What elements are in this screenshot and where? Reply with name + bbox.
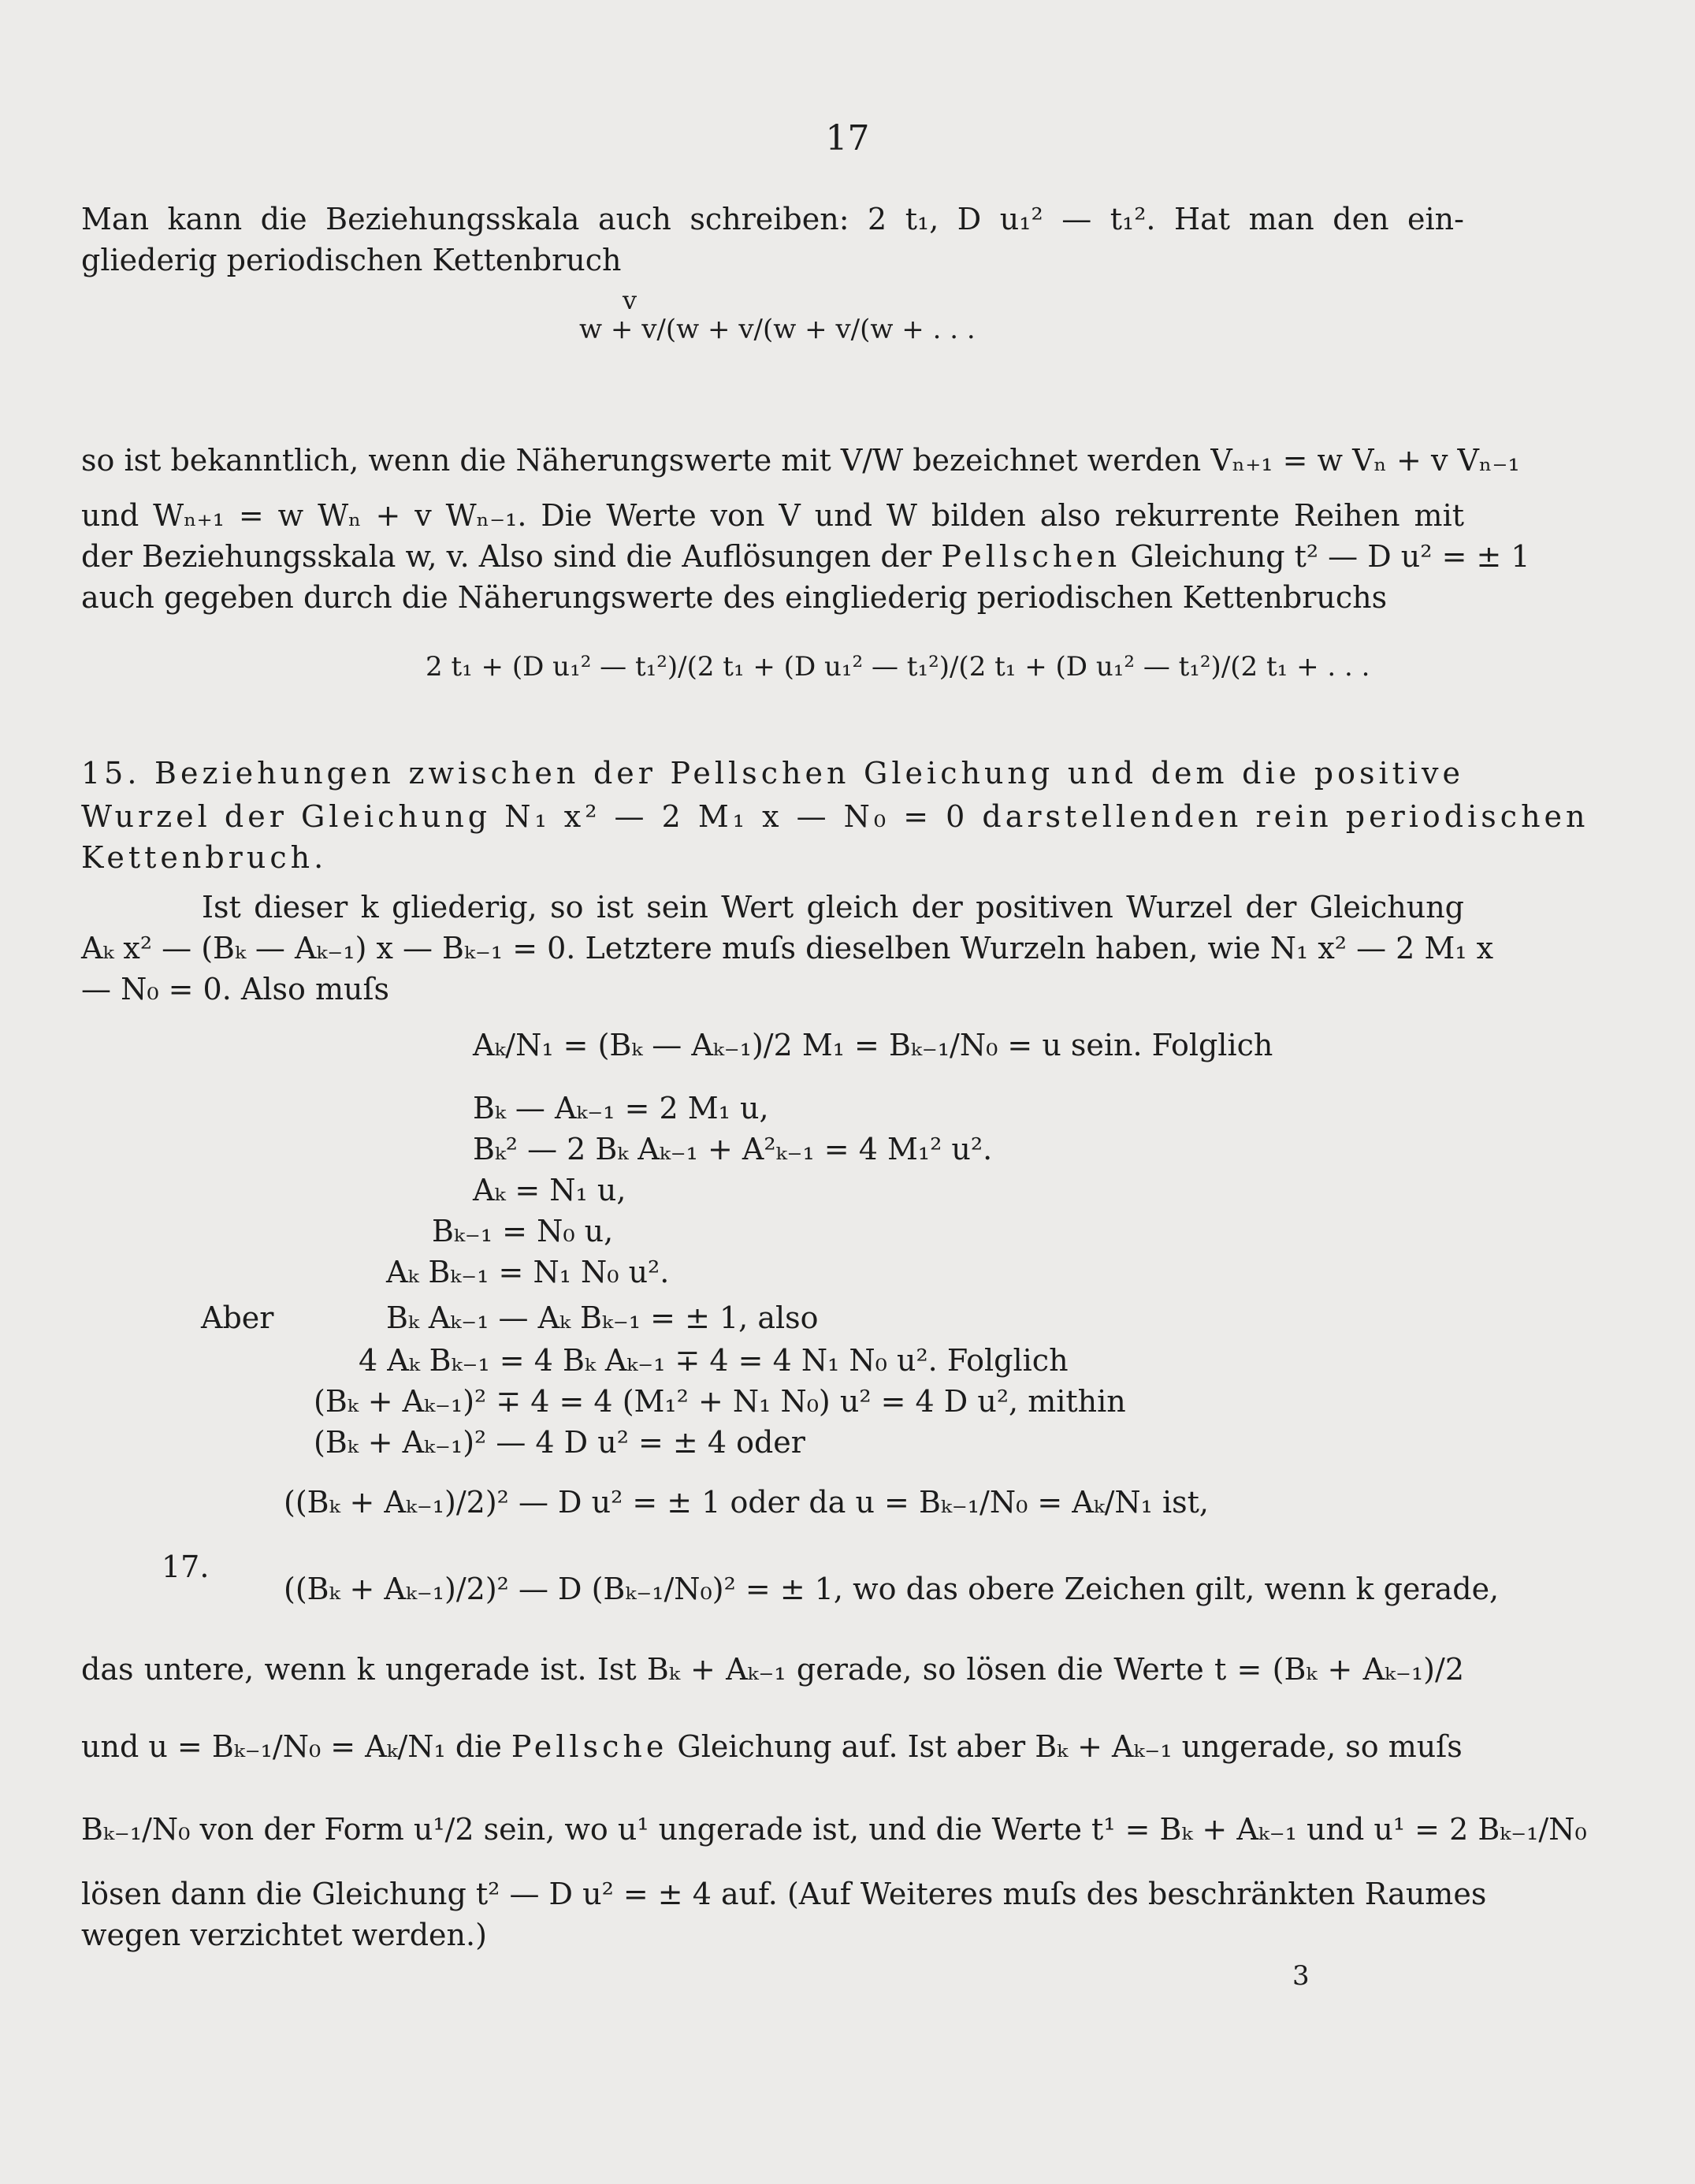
- para2-line4: auch gegeben durch die Näherungswerte des eingliederig periodischen Kettenbruchs: [81, 580, 1388, 615]
- page-number: 17: [825, 118, 870, 158]
- equation-d: Aₖ = N₁ u,: [473, 1173, 626, 1207]
- para2-line3: [81, 536, 1530, 577]
- para2-line2: und Wₙ₊₁ = w Wₙ + v Wₙ₋₁. Die Werte von V und W bilden also rekurrente Reihen mit: [81, 498, 1464, 533]
- equation-g: Bₖ Aₖ₋₁ — Aₖ Bₖ₋₁ = ± 1, also: [386, 1300, 819, 1335]
- section-15-number: 15.: [81, 756, 155, 791]
- signature-mark: 3: [1292, 1960, 1310, 1992]
- pell-name-2: Pellsche: [511, 1729, 668, 1764]
- para4-line2: [81, 1726, 1464, 1767]
- para4-line2-a: und u = Bₖ₋₁/N₀ = Aₖ/N₁ die: [81, 1729, 511, 1764]
- equation-ratios: Aₖ/N₁ = (Bₖ — Aₖ₋₁)/2 M₁ = Bₖ₋₁/N₀ = u sein. Folglich: [473, 1028, 1273, 1062]
- equation-17-number: 17.: [162, 1550, 210, 1584]
- para2-line1: so ist bekanntlich, wenn die Näherungswerte mit V/W bezeichnet werden Vₙ₊₁ = w Vₙ + v Vₙ₋₁: [81, 443, 1520, 478]
- para2-line3-c: Gleichung t² — D u² = ± 1: [1121, 539, 1530, 574]
- aber-label: Aber: [201, 1300, 274, 1335]
- equation-b: Bₖ — Aₖ₋₁ = 2 M₁ u,: [473, 1091, 769, 1125]
- equation-j: (Bₖ + Aₖ₋₁)² — 4 D u² = ± 4 oder: [314, 1425, 805, 1460]
- para1-line1: Man kann die Beziehungsskala auch schreiben: 2 t₁, D u₁² — t₁². Hat man den ein-: [81, 202, 1464, 236]
- section-15-title: Beziehungen zwischen der Pellschen Gleichung und dem die positive: [154, 756, 1464, 791]
- continued-fraction-1-numerator: v: [623, 285, 637, 315]
- para4-line1: das untere, wenn k ungerade ist. Ist Bₖ + Aₖ₋₁ gerade, so lösen die Werte t = (Bₖ + Aₖ₋₁)/2: [81, 1652, 1464, 1687]
- para4-line4: lösen dann die Gleichung t² — D u² = ± 4 auf. (Auf Weiteres muſs des beschränkten Raumes: [81, 1877, 1487, 1911]
- equation-h: 4 Aₖ Bₖ₋₁ = 4 Bₖ Aₖ₋₁ ∓ 4 = 4 N₁ N₀ u². Folglich: [359, 1343, 1069, 1378]
- para4-line5: wegen verzichtet werden.): [81, 1918, 487, 1952]
- continued-fraction-1: w + v/(w + v/(w + v/(w + . . .: [579, 314, 976, 345]
- section-15-line1: [81, 753, 1464, 794]
- para1-line2: gliederig periodischen Kettenbruch: [81, 243, 622, 277]
- para3-line2: Aₖ x² — (Bₖ — Aₖ₋₁) x — Bₖ₋₁ = 0. Letztere muſs dieselben Wurzeln haben, wie N₁ x² — 2 M₁ x: [81, 931, 1494, 965]
- para3-line3: — N₀ = 0. Also muſs: [81, 972, 390, 1006]
- equation-e: Bₖ₋₁ = N₀ u,: [432, 1214, 614, 1248]
- continued-fraction-2: 2 t₁ + (D u₁² — t₁²)/(2 t₁ + (D u₁² — t₁²)/(2 t₁ + (D u₁² — t₁²)/(2 t₁ + . . .: [426, 651, 1370, 683]
- para4-line3: Bₖ₋₁/N₀ von der Form u¹/2 sein, wo u¹ ungerade ist, und die Werte t¹ = Bₖ + Aₖ₋₁ und u¹ = 2 Bₖ₋₁/N₀: [81, 1812, 1587, 1847]
- para4-line2-c: Gleichung auf. Ist aber Bₖ + Aₖ₋₁ ungerade, so muſs: [667, 1729, 1463, 1764]
- equation-k: ((Bₖ + Aₖ₋₁)/2)² — D u² = ± 1 oder da u = Bₖ₋₁/N₀ = Aₖ/N₁ ist,: [284, 1485, 1209, 1520]
- section-15-line3: Kettenbruch.: [81, 840, 328, 875]
- equation-c: Bₖ² — 2 Bₖ Aₖ₋₁ + A²ₖ₋₁ = 4 M₁² u².: [473, 1132, 993, 1166]
- pell-name: Pellschen: [941, 539, 1121, 574]
- para3-line1: Ist dieser k gliederig, so ist sein Wert gleich der positiven Wurzel der Gleichung: [202, 890, 1464, 925]
- para2-line3-a: der Beziehungsskala w, v. Also sind die Auflösungen der: [81, 539, 942, 574]
- section-15-line2: Wurzel der Gleichung N₁ x² — 2 M₁ x — N₀ = 0 darstellenden rein periodischen: [81, 799, 1589, 834]
- equation-17: ((Bₖ + Aₖ₋₁)/2)² — D (Bₖ₋₁/N₀)² = ± 1, wo das obere Zeichen gilt, wenn k gerade,: [284, 1572, 1500, 1606]
- equation-i: (Bₖ + Aₖ₋₁)² ∓ 4 = 4 (M₁² + N₁ N₀) u² = 4 D u², mithin: [314, 1384, 1126, 1419]
- equation-f: Aₖ Bₖ₋₁ = N₁ N₀ u².: [386, 1255, 670, 1289]
